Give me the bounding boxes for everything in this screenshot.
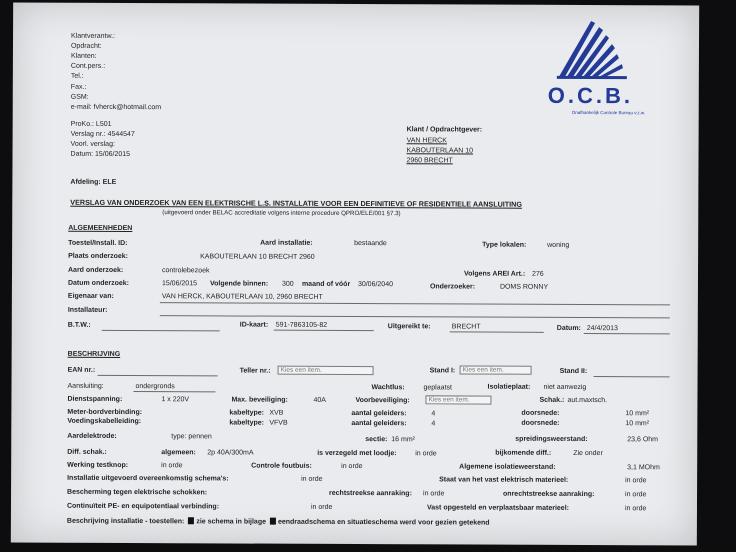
dienstspanning-label: Dienstspanning: [67,395,123,403]
report-subtitle: (uitgevoerd onder BELAC accreditatie volgens interne procedure QPRO/ELE/001 §7.3) [162,209,401,218]
wachtlus-label: Wachtlus: [371,384,405,392]
geleiders2-value: 4 [431,420,436,428]
isolatie-value: 3,1 MOhm [627,464,660,472]
doorsnede1-value: 10 mm² [625,410,650,418]
geleiders1-label: aantal geleiders: [351,409,407,418]
aardelektrode-label: Aardelektrode: [67,432,117,440]
vast-value: in orde [624,505,647,513]
aard-installatie-value: bestaande [354,239,387,248]
algemeen-value: 2p 40A/300mA [207,449,254,457]
aard-installatie-label: Aard installatie: [260,239,313,247]
teller-label: Teller nr.: [239,367,271,375]
bescherming-label: Bescherming tegen elektrische schokken: [67,488,208,497]
voorl-label: Voorl. verslag: [70,140,115,148]
gsm-label: GSM: [70,93,89,101]
eigenaar-label: Eigenaar van: [67,292,114,300]
datum-onderzoek-label: Datum onderzoek: [67,279,130,288]
klantverantw-label: Klantverantw.: [71,32,116,40]
werking-label: Werking testknop: [67,461,129,470]
maand-value: 30/06/2040 [357,281,394,289]
tel-label: Tel.: [70,72,84,80]
ean-label: EAN nr.: [67,366,96,374]
onrechtstreekse-value: in orde [625,491,647,499]
arei-value: 276 [531,270,544,278]
logo-name: O.C.B. [547,82,634,109]
isolatie-label: Algemene isolatieweerstand: [459,463,556,471]
client-name: VAN HERCK [406,137,447,145]
stand1-dropdown[interactable]: Kies een item. [460,365,532,374]
eigenaar-value: VAN HERCK, KABOUTERLAAN 10, 2960 BRECHT [161,293,323,301]
staat-label: Staat van het vast elektrisch materieel: [439,476,569,484]
voorbeveiliging-dropdown[interactable]: Kies een item. [425,395,491,404]
general-heading: ALGEMEENHEDEN [68,224,133,233]
datum-idkaart-label: Datum: [556,324,581,332]
uitgereikt-label: Uitgereikt te: [387,323,431,331]
volgende-value: 300 [281,280,294,288]
verslag-label: Verslag nr.: 4544547 [70,130,135,139]
checkbox-eendraad[interactable] [270,518,276,525]
uitgereikt-value: BRECHT [451,323,481,331]
kabeltype1-label: kabeltype: [229,409,265,417]
spreiding-value: 23,6 Ohm [627,436,659,444]
volgende-label: Volgende binnen: [209,280,269,288]
idkaart-label: ID-kaart: [239,321,269,329]
teller-dropdown[interactable]: Kies een item. [278,366,374,375]
voorbeveiliging-label: Voorbeveiliging: [355,397,410,405]
opdracht-label: Opdracht: [70,42,102,50]
toestel-label: Toestel/Install. ID: [68,239,128,248]
datum-onderzoek-value: 15/06/2015 [161,280,198,288]
voeding-label: Voedingskabelleiding: [67,417,142,426]
plaats-value: KABOUTERLAAN 10 BRECHT 2960 [200,253,315,261]
client-street: KABOUTERLAAN 10 [406,147,474,155]
stand2-label: Stand II: [559,367,588,376]
conform-label: Installatie uitgevoerd overeenkomstig schema's: [67,474,229,483]
beschrijving-label: Beschrijving installatie - toestellen: zie schema in bijlage eendraadschema en situatieschema werd voor gezien getekend [66,517,490,527]
logo-subtitle: Onafhankelijk Controle Bureau v.z.w. [571,109,646,116]
onderzoeker-value: DOMS RONNY [499,283,549,291]
maxbeveiliging-label: Max. beveiliging: [231,396,288,404]
checkbox-schema[interactable] [188,517,194,524]
schak-value: aut.maxtsch. [567,396,608,405]
idkaart-value: 591-7863105-82 [275,321,328,329]
maxbeveiliging-value: 40A [313,396,326,404]
onrechtstreekse-label: onrechtstreekse aanraking: [503,490,595,499]
doorsnede2-value: 10 mm² [625,420,650,428]
scanned-document [11,3,699,546]
meter-label: Meter-bordverbinding: [67,408,143,417]
maand-label: maand of vóór [301,280,351,288]
isolatieplaat-label: Isolatieplaat: [487,383,531,391]
plaats-label: Plaats onderzoek: [68,252,129,261]
rechtstreekse-value: in orde [423,490,445,498]
aansluiting-label: Aansluiting: [67,382,104,390]
doorsnede2-label: doorsnede: [521,419,560,427]
spreiding-label: spreidingsweerstand: [515,435,588,444]
onderzoeker-label: Onderzoeker: [429,283,476,291]
client-heading: Klant / Opdrachtgever: [406,126,483,134]
dienstspanning-value: 1 x 220V [161,396,190,404]
btw-label: B.T.W.: [67,321,91,329]
geleiders2-label: aantal geleiders: [351,419,407,428]
verzegeld-label: is verzegeld met loodje: [317,449,397,458]
email-label: e-mail: fvherck@hotmail.com [70,103,162,112]
datum-idkaart-value: 24/4/2013 [586,325,618,333]
sectie-label: sectie: [365,436,388,444]
kabeltype2-label: kabeltype: [229,419,264,427]
ocb-logo-icon [545,19,633,81]
kabeltype2-value: VFVB [269,419,288,427]
diffschak-label: Diff. schak.: [67,448,107,456]
aard-onderzoek-label: Aard onderzoek: [67,266,124,274]
bijkomende-label: bijkomende diff.: [495,449,552,457]
proj-label: ProKo.: L501 [70,120,112,128]
bijkomende-value: Zie onder [573,449,603,458]
fax-label: Fax.: [70,83,87,91]
continuiteit-value: in orde [310,503,333,511]
afdeling-label: Afdeling: ELE [70,178,117,186]
vast-label: Vast opgesteld en verplaatsbaar materieel: [426,504,570,512]
schak-label: Schak.: [539,396,565,404]
conform-value: in orde [301,475,323,483]
datum-label: Datum: 15/06/2015 [70,150,131,159]
staat-value: in orde [625,477,647,485]
geleiders1-value: 4 [431,410,436,418]
stand1-label: Stand I: [429,367,456,375]
continuiteit-label: Continuïteit PE- en equipotentiaal verbinding: [66,502,220,511]
werking-value: in orde [161,462,183,470]
aard-onderzoek-value: controlebezoek [161,267,210,275]
wachtlus-value: geplaatst [423,384,452,392]
doorsnede1-label: doorsnede: [521,409,560,417]
report-title: VERSLAG VAN ONDERZOEK VAN EEN ELEKTRISCHE L.S. INSTALLATIE VOOR EEN DEFINITIEVE OF RESIDENTIELE AANSLUITING [70,197,522,209]
contpers-label: Cont.pers.: [70,62,106,70]
rechtstreekse-label: rechtstreekse aanraking: [329,489,412,498]
client-city: 2960 BRECHT [406,157,453,165]
controle-fout-value: in orde [341,462,363,471]
arei-label: Volgens AREI Art.: [463,270,526,278]
kabeltype1-value: XVB [269,409,284,417]
installateur-label: Installateur: [67,306,108,314]
algemeen-label: algemeen: [161,449,196,457]
klanten-label: Klanten: [70,52,97,60]
sectie-value: 16 mm² [391,436,416,444]
controle-fout-label: Controle foutbuis: [251,462,312,470]
description-heading: BESCHRIJVING [67,350,121,358]
aardelektrode-type: type: pennen [171,433,212,441]
verzegeld-value: in orde [415,450,437,458]
type-lokalen-value: woning [547,241,570,249]
type-lokalen-label: Type lokalen: [482,241,527,249]
aansluiting-value: ondergronds [135,383,175,391]
isolatieplaat-value: niet aanwezig [543,383,587,392]
